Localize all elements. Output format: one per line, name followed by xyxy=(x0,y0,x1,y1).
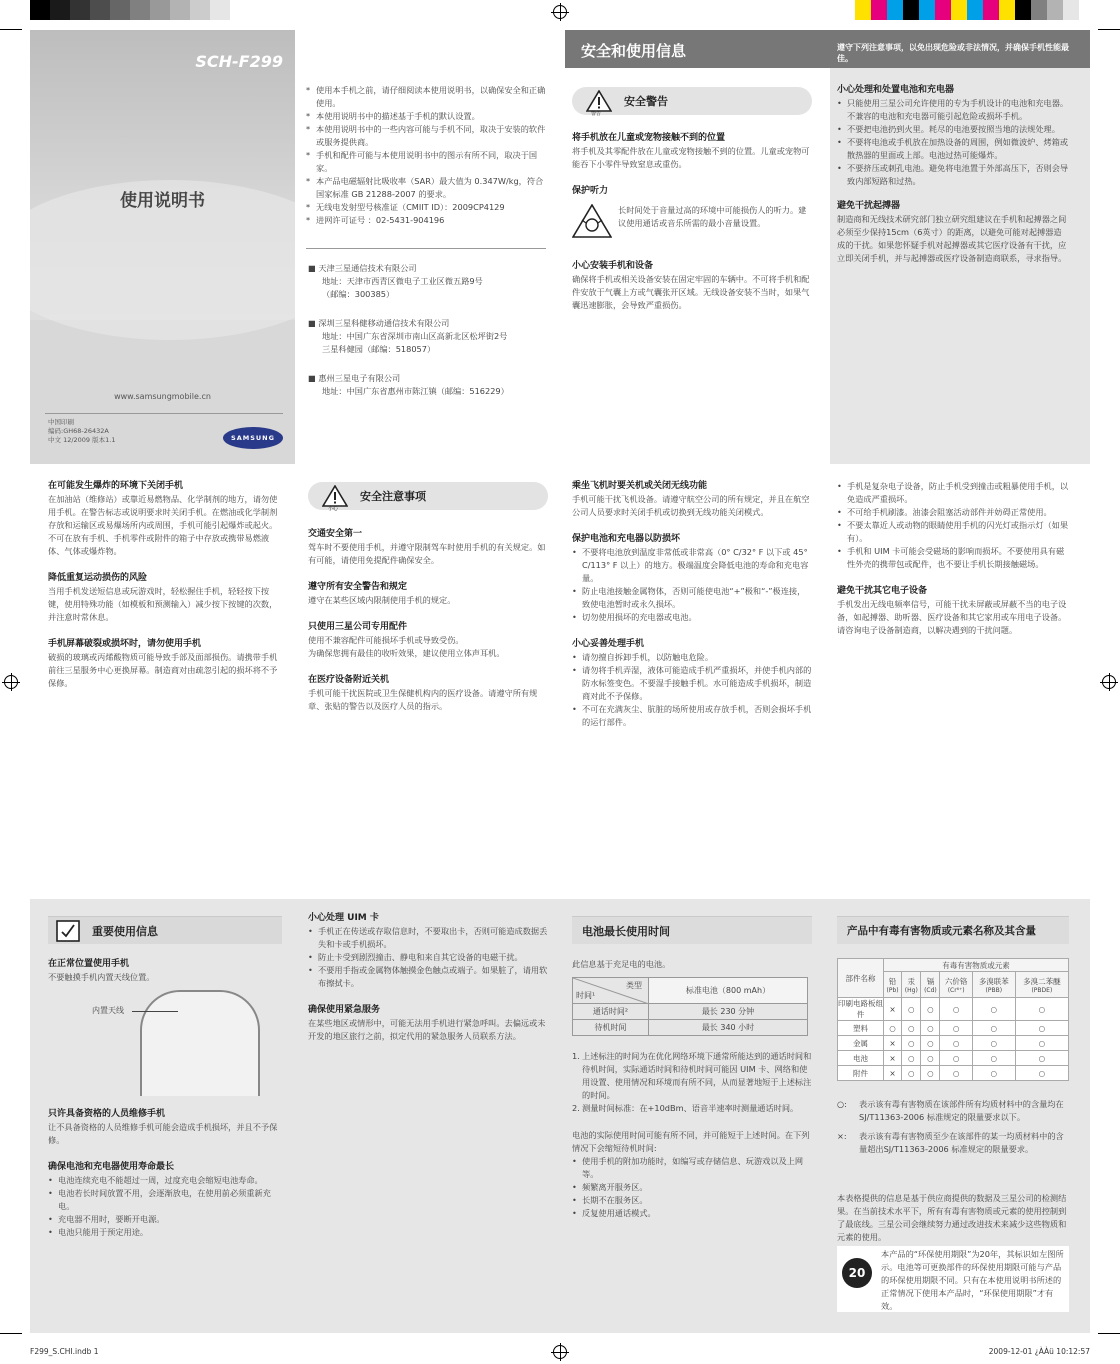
antenna-label: 内置天线 xyxy=(92,1006,124,1015)
list-item: • 不要把电池扔到火里。耗尽的电池要按照当地的法规处理。 xyxy=(837,123,1069,136)
table-cell: ○ xyxy=(921,1066,940,1081)
table-header: 镉 (Cd) xyxy=(921,972,940,998)
company-name: ■ 深圳三星科健移动通信技术有限公司 xyxy=(308,318,450,328)
table-header: 铅 (Pb) xyxy=(884,972,902,998)
table-cell: ○ xyxy=(921,998,940,1021)
color-swatch xyxy=(951,0,967,20)
table-cell: ○ xyxy=(940,998,972,1021)
color-swatch xyxy=(150,0,170,20)
table-cell: ○ xyxy=(972,1036,1015,1051)
table-cell: ○ xyxy=(1015,1051,1068,1066)
hazard-note: 本表格提供的信息是基于供应商提供的数据及三星公司的检测结果。在当前技术水平下，所有有毒有害物质或元素的使用控制到了最底线。三星公司会继续努力通过改进技术来减少这些物质和元素的使用。 xyxy=(837,1193,1067,1242)
list-item: * 本使用说明书中的一些内容可能与手机不同，取决于安装的软件或服务提供商。 xyxy=(306,123,546,149)
list-item: • 不要挤压或刺孔电池。避免将电池置于外部高压下，否则会导致内部短路和过热。 xyxy=(837,162,1069,188)
list-item: • 使用手机的附加功能时，如编写或存储信息、玩游戏以及上网等。 xyxy=(572,1155,812,1181)
company-name: ■ 天津三星通信技术有限公司 xyxy=(308,263,417,273)
warning-sections: 将手机放在儿童或宠物接触不到的位置 将手机及其零配件放在儿童或宠物接触不到的位置。儿童或宠物可能吞下小零件导致窒息或重伤。 保护听力 长时间处于音量过高的环境中可能损伤人的听力。建议使用通话或音乐所需的最小音量设置。 小心安装手机和设备 确保将手机或相关设备安装在固定牢固的车辆中。不可将手机和配件安放于气囊上方或气囊张开区域。无线设备安装不当时，如果气囊迅速膨胀，会导致严重损伤。 xyxy=(572,133,810,310)
legend-item: ○: 表示该有毒有害物质在该部件所有均质材料中的含量均在 SJ/T11363-2006 标准规定的限量要求以下。 xyxy=(837,1099,1064,1122)
color-swatch xyxy=(190,0,210,20)
section-text: 在加油站（维修站）或靠近易燃物品、化学制剂的地方，请勿使用手机。在警告标志或说明要求时关闭手机。在燃油或化学制剂存放和运输区或易爆场所内或周围，手机可能引起爆炸或起火。不可在放有手机、手机零件或附件的箱子中存放或携带易燃液体、气体或爆炸物。 xyxy=(48,494,278,556)
notepad-icon xyxy=(56,920,80,942)
company-address: （邮编：300385） xyxy=(322,289,395,299)
list-item: * 进网许可证号 ：02-5431-904196 xyxy=(306,214,546,227)
warning-pill xyxy=(572,87,812,115)
company xyxy=(308,372,548,398)
registration-mark-icon xyxy=(553,1345,567,1359)
company-address: 三星科健园（邮编：518057） xyxy=(322,344,436,354)
list-item: • 请勿将手机弄湿，液体可能造成手机严重损坏，并使手机内部的防水标签变色。不要湿手接触手机。水可能造成手机损坏，制造商对此不予保修。 xyxy=(572,664,812,703)
section-heading: 在可能发生爆炸的环境下关闭手机 xyxy=(48,481,184,491)
table-cell: 附件 xyxy=(838,1066,884,1081)
color-swatch xyxy=(983,0,999,20)
company-name: ■ 惠州三星电子有限公司 xyxy=(308,373,401,383)
model-name: SCH-F299 xyxy=(195,52,283,71)
list-item: • 不可给手机刷漆。油漆会阻塞活动部件并妨碍正常使用。 xyxy=(837,506,1069,519)
color-swatch xyxy=(887,0,903,20)
list-item: * 使用本手机之前，请仔细阅读本使用说明书，以确保安全和正确使用。 xyxy=(306,84,546,110)
table-cell: × xyxy=(884,998,902,1021)
important-info: 在正常位置使用手机 不要触摸手机内置天线位置。 xyxy=(48,959,155,982)
company-address: 地址：中国广东省深圳市南山区高新北区松坪街2号 xyxy=(322,331,508,341)
table-cell: ○ xyxy=(1015,1066,1068,1081)
website: www.samsungmobile.cn xyxy=(114,392,211,401)
registration-mark-icon xyxy=(553,5,567,19)
table-header: 多溴联苯 (PBB) xyxy=(972,972,1015,998)
list-item: * 本使用说明书中的描述基于手机的默认设置。 xyxy=(306,110,546,123)
color-swatch xyxy=(935,0,951,20)
table-header: 六价铬 (Cr⁶⁺) xyxy=(940,972,972,998)
crop-mark xyxy=(0,1333,22,1334)
list-item: • 频繁离开服务区。 xyxy=(572,1181,812,1194)
table-cell: ○ xyxy=(921,1021,940,1036)
color-swatch xyxy=(855,0,871,20)
color-swatch xyxy=(871,0,887,20)
company-address: 地址：天津市西青区微电子工业区微五路9号 xyxy=(322,276,483,286)
list-item: • 手机正在传送或存取信息时，不要取出卡，否则可能造成数据丢失和卡或手机损坏。 xyxy=(308,925,548,951)
list-item: • 不要用手指或金属物体触摸金色触点或端子。如果脏了，请用软布擦拭卡。 xyxy=(308,964,548,990)
table-cell: ○ xyxy=(902,1021,921,1036)
table-header: 多溴二苯醚 (PBDE) xyxy=(1015,972,1068,998)
table-cell: ○ xyxy=(972,1066,1015,1081)
legend-item: ×: 表示该有毒有害物质至少在该部件的某一均质材料中的含量超出SJ/T11363-2006 标准规定的限量要求。 xyxy=(837,1131,1064,1154)
service-section: 只许具备资格的人员维修手机 让不具备资格的人员维修手机可能会造成手机损坏，并且不予保修。 确保电池和充电器使用寿命最长 • 电池连续充电不能超过一周，过度充电会缩短电池寿命。 • 电池若长时间放置不用，会逐渐放电，在使用前必须重新充电。 • 充电器不用时，要断开电源。 • 电池只能用于预定用途。 xyxy=(48,1108,282,1239)
list-item: • 电池连续充电不能超过一周，过度充电会缩短电池寿命。 xyxy=(48,1174,282,1187)
list-item: • 不要将电池放到温度非常低或非常高（0° C/32° F 以下或 45° C/113° F 以上）的地方。极端温度会降低电池的寿命和充电容量。 xyxy=(572,546,812,585)
crop-mark xyxy=(1098,1333,1120,1334)
table-cell: ○ xyxy=(884,1021,902,1036)
device-care-section: • 手机是复杂电子设备，防止手机受到撞击或粗暴使用手机，以免造成严重损坏。 • 不可给手机刷漆。油漆会阻塞活动部件并妨碍正常使用。 • 不要太靠近人或动物的眼睛使用手机的闪光灯或指示灯（如果有）。 • 手机和 UIM 卡可能会受磁场的影响而损坏。不要使用具有磁性外壳的携带包或配件，也不要让手机长期接触磁场。 避免干扰其它电子设备 手机发出无线电频率信号，可能干扰未屏蔽或屏蔽不当的电子设备，如起搏器、助听器、医疗设备和其它家用或车用电子设备。请咨询电子设备制造商，以解决遇到的干扰问题。 xyxy=(837,480,1069,637)
section-text: 破损的玻璃或丙烯酸物质可能导致手部及面部损伤。请携带手机前往三星服务中心更换屏幕。制造商对由疏忽引起的损坏将不予保修。 xyxy=(48,652,278,688)
company-list xyxy=(308,262,548,414)
footer-file: F299_S.CHI.indb 1 xyxy=(30,1347,99,1356)
table-cell: ○ xyxy=(921,1051,940,1066)
list-item: • 不可在充满灰尘、肮脏的场所使用或存放手机，否则会损坏手机的运行部件。 xyxy=(572,703,812,729)
section-heading: 手机屏幕破裂或损坏时，请勿使用手机 xyxy=(48,639,202,649)
list-item: • 电池只能用于预定用途。 xyxy=(48,1226,282,1239)
color-swatch xyxy=(90,0,110,20)
eco-box: 20 本产品的“环保使用期限”为20年，其标识如左图所示。电池等可更换部件的环保使用期限可能与产品的环保使用期限不同。只有在本使用说明书所述的正常情况下使用本产品时，“环保使用期限”才有效。 xyxy=(837,1246,1069,1312)
company-address: 地址：中国广东省惠州市陈江镇（邮编：516229） xyxy=(322,386,509,396)
color-swatch xyxy=(999,0,1015,20)
list-item: • 长期不在服务区。 xyxy=(572,1194,812,1207)
table-cell: ○ xyxy=(902,998,921,1021)
footer-date: 2009-12-01 ¿ÀÀü 10:12:57 xyxy=(988,1347,1090,1356)
color-swatch xyxy=(903,0,919,20)
section-text: 当用手机发送短信息或玩游戏时，轻松握住手机，轻轻按下按键，使用特殊功能（如模板和预测输入）减少按下按键的次数，并注意时常休息。 xyxy=(48,586,278,622)
caution-sections: 交通安全第一 驾车时不要使用手机，并遵守限制驾车时使用手机的有关规定。如有可能，请使用免提配件确保安全。 遵守所有安全警告和规定 遵守在某些区域内限制使用手机的规定。 只使用三星公司专用配件 使用不兼容配件可能损坏手机或导致受伤。 为确保您拥有最佳的收听效果，建议使用立体声耳机。 在医疗设备附近关机 手机可能干扰医院或卫生保健机构内的医疗设备。请遵守所有规章、张贴的警告以及医疗人员的指示。 xyxy=(308,529,546,711)
company xyxy=(308,262,548,301)
table-cell: ○ xyxy=(902,1051,921,1066)
color-swatch xyxy=(70,0,90,20)
color-swatch xyxy=(110,0,130,20)
table-cell: ○ xyxy=(1015,1021,1068,1036)
crop-mark xyxy=(0,29,22,30)
company xyxy=(308,317,548,356)
list-item: • 不要太靠近人或动物的眼睛使用手机的闪光灯或指示灯（如果有）。 xyxy=(837,519,1069,545)
crop-mark xyxy=(1098,29,1120,30)
battery-table: 类型 时间¹ 标准电池（800 mAh） 通话时间² 最长 230 分钟 待机时间 最长 340 小时 xyxy=(572,977,808,1036)
list-item: • 不要将电池或手机放在加热设备的周围，例如微波炉、烤箱或散热器的里面或上部。电池过热可能爆炸。 xyxy=(837,136,1069,162)
warning-icon xyxy=(586,90,612,112)
warning-caption: 警告 xyxy=(591,111,602,117)
battery-footnotes: 1. 上述标注的时间为在优化网络环境下通常所能达到的通话时间和待机时间，实际通话时间和待机时间可能因 UIM 卡、网络和使用设置、使用情况和环境而有所不同，从而显著地短于上述标注的时间。 2. 测量时间标准：在+10dBm、语音半速率时测量通话时间。 xyxy=(572,1051,812,1113)
table-cell: ○ xyxy=(902,1066,921,1081)
color-swatch xyxy=(50,0,70,20)
table-header: 汞 (Hg) xyxy=(902,972,921,998)
table-cell: ○ xyxy=(972,1051,1015,1066)
table-cell: ○ xyxy=(902,1036,921,1051)
hazard-legend xyxy=(837,1098,1069,1162)
table-cell: ○ xyxy=(972,998,1015,1021)
table-cell: × xyxy=(884,1066,902,1081)
table-cell: ○ xyxy=(921,1036,940,1051)
registration-mark-icon xyxy=(1102,675,1116,689)
table-cell: × xyxy=(884,1051,902,1066)
safety-subtitle: 遵守下列注意事项，以免出现危险或非法情况，并确保手机性能最佳。 xyxy=(837,43,1069,63)
cover-panel xyxy=(30,30,295,464)
list-item: • 防止卡受到剧烈撞击、静电和来自其它设备的电磁干扰。 xyxy=(308,951,548,964)
hazard-header: 产品中有毒有害物质或元素名称及其含量 xyxy=(837,916,1069,944)
samsung-logo: SAMSUNG xyxy=(223,427,283,449)
list-item: • 切勿使用损坏的充电器或电池。 xyxy=(572,611,812,624)
list-item: * 本产品电磁辐射比吸收率（SAR）最大值为 0.347W/kg，符合国家标准 GB 21288-2007 的要求。 xyxy=(306,175,546,201)
explosion-section xyxy=(48,480,282,690)
safety-title: 安全和使用信息 xyxy=(581,42,687,60)
hazard-section xyxy=(837,958,1069,1081)
list-item: • 手机和 UIM 卡可能会受磁场的影响而损坏。不要使用具有磁性外壳的携带包或配件，也不要让手机长期接触磁场。 xyxy=(837,545,1069,571)
list-item: • 反复使用通话模式。 xyxy=(572,1207,812,1220)
battery-header: 电池最长使用时间 xyxy=(572,916,812,944)
imprint: 中国印刷 编码:GH68-26432A 中文 12/2009 版本1.1 xyxy=(48,418,116,444)
phone-illustration xyxy=(140,990,260,1096)
list-item: • 请勿擅自拆卸手机，以防触电危险。 xyxy=(572,651,812,664)
color-swatch xyxy=(1047,0,1063,20)
color-swatch xyxy=(30,0,50,20)
eco-period-icon: 20 xyxy=(842,1258,872,1288)
list-item: * 无线电发射型号核准证（CMIIT ID）：2009CP4129 xyxy=(306,201,546,214)
table-cell: 塑料 xyxy=(838,1021,884,1036)
list-item: • 只能使用三星公司允许使用的专为手机设计的电池和充电器。不兼容的电池和充电器可能引起危险或损坏手机。 xyxy=(837,97,1069,123)
color-swatch xyxy=(919,0,935,20)
color-swatch xyxy=(210,0,230,20)
manual-title: 使用说明书 xyxy=(120,191,205,211)
table-header: 有毒有害物质或元素 xyxy=(884,959,1069,972)
color-swatch xyxy=(1063,0,1079,20)
registration-mark-icon xyxy=(4,675,18,689)
caution-pill: 小心 安全注意事项 xyxy=(308,482,548,510)
table-cell: 金属 xyxy=(838,1036,884,1051)
table-cell: ○ xyxy=(940,1066,972,1081)
notes-list xyxy=(306,84,546,227)
table-cell: 印刷电路板组件 xyxy=(838,999,883,1019)
color-swatch xyxy=(967,0,983,20)
color-swatch xyxy=(1015,0,1031,20)
list-item: • 充电器不用时，要断开电源。 xyxy=(48,1213,282,1226)
table-cell: ○ xyxy=(1015,1036,1068,1051)
battery-section: 此信息基于充足电的电池。 类型 时间¹ 标准电池（800 mAh） 通话时间² 最长 230 分钟 待机时间 最长 340 小时 1. 上述标注的时间为在优化网络环境下通常所能达到的通话时间和待机时间，实际通话时间和待机时间可能因 UIM 卡、网络和使用设置、使用情况和环境而有所不同，从而显著地短于上述标注的时间。 2. 测量时间标准：在+10dBm、语音半速率时测量通话时间。 电池的实际使用时间可能有所不同，并可能短于上述时间。在下列情况下会缩短待机时间: • 使用手机的附加功能时，如编写或存储信息、玩游戏以及上网等。 • 频繁离开服务区。 • 长期不在服务区。 • 反复使用通话模式。 xyxy=(572,958,812,1220)
color-swatch xyxy=(130,0,150,20)
table-cell: ○ xyxy=(972,1021,1015,1036)
flight-battery-section: 乘坐飞机时要关机或关闭无线功能 手机可能干扰飞机设备。请遵守航空公司的所有规定，并且在航空公司人员要求时关闭手机或切换到无线功能关闭模式。 保护电池和充电器以防损坏 • 不要将电池放到温度非常低或非常高（0° C/32° F 以下或 45° C/113° F 以上）的地方。极端温度会降低电池的寿命和充电容量。 • 防止电池接触金属物体，否则可能使电池“+”极和“-”极连接，致使电池暂时或永久损坏。 • 切勿使用损坏的充电器或电池。 小心妥善处理手机 • 请勿擅自拆卸手机，以防触电危险。 • 请勿将手机弄湿，液体可能造成手机严重损坏，并使手机内部的防水标签变色。不要湿手接触手机。水可能造成手机损坏，制造商对此不予保修。 • 不可在充满灰尘、肮脏的场所使用或存放手机，否则会损坏手机的运行部件。 xyxy=(572,480,812,729)
safety-header xyxy=(565,30,1090,68)
battery-handling: 小心处理和处置电池和充电器 • 只能使用三星公司允许使用的专为手机设计的电池和充电器。不兼容的电池和充电器可能引起危险或损坏手机。 • 不要把电池扔到火里。耗尽的电池要按照当地的法规处理。 • 不要将电池或手机放在加热设备的周围，例如微波炉、烤箱或散热器的里面或上部。电池过热可能爆炸。 • 不要挤压或刺孔电池。避免将电池置于外部高压下，否则会导致内部短路和过热。 避免干扰起搏器 制造商和无线技术研究部门独立研究组建议在手机和起搏器之间必须至少保持15cm（6英寸）的距离，以避免可能对起搏器造成的干扰。如果您怀疑手机对起搏器或其它医疗设备有干扰，应立即关闭手机，并与起搏器或医疗设备制造商联系，寻求指导。 xyxy=(837,84,1069,265)
caution-icon xyxy=(322,485,348,507)
table-cell: ○ xyxy=(940,1051,972,1066)
section-heading: 降低重复运动损伤的风险 xyxy=(48,573,148,583)
important-header: 重要使用信息 xyxy=(48,916,282,944)
list-item: * 手机和配件可能与本使用说明书中的图示有所不同，取决于国家。 xyxy=(306,149,546,175)
uim-section: 小心处理 UIM 卡 • 手机正在传送或存取信息时，不要取出卡，否则可能造成数据丢失和卡或手机损坏。 • 防止卡受到剧烈撞击、静电和来自其它设备的电磁干扰。 • 不要用手指或金属物体触摸金色触点或端子。如果脏了，请用软布擦拭卡。 确保使用紧急服务 在某些地区或情形中，可能无法用手机进行紧急呼叫。去偏远或未开发的地区旅行之前，拟定代用的紧急服务人员联系方法。 xyxy=(308,912,548,1043)
caution-title: 安全注意事项 xyxy=(360,490,426,503)
table-cell: × xyxy=(884,1036,902,1051)
color-swatch xyxy=(1031,0,1047,20)
list-item: • 电池若长时间放置不用，会逐渐放电，在使用前必须重新充电。 xyxy=(48,1187,282,1213)
color-swatch xyxy=(170,0,190,20)
hazard-table xyxy=(837,958,1069,1081)
list-item: • 手机是复杂电子设备，防止手机受到撞击或粗暴使用手机，以免造成严重损坏。 xyxy=(837,480,1069,506)
table-cell: ○ xyxy=(940,1036,972,1051)
table-cell: ○ xyxy=(1015,998,1068,1021)
warning-title: 安全警告 xyxy=(624,95,668,108)
list-item: • 防止电池接触金属物体，否则可能使电池“+”极和“-”极连接，致使电池暂时或永久损坏。 xyxy=(572,585,812,611)
hearing-warning-icon xyxy=(572,204,612,238)
table-cell: 电池 xyxy=(838,1051,884,1066)
table-cell: ○ xyxy=(940,1021,972,1036)
table-header: 部件名称 xyxy=(838,959,884,998)
